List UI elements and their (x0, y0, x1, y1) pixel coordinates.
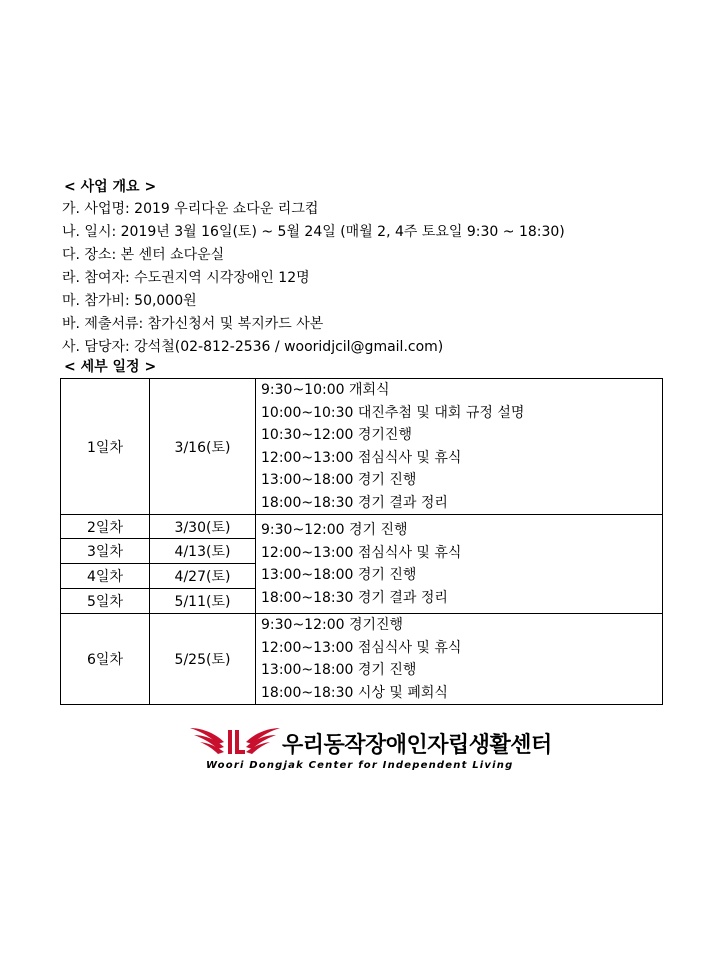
day-cell: 3일차 (61, 539, 150, 564)
right-wing (246, 728, 280, 754)
date-cell: 4/27(토) (150, 564, 256, 589)
schedule-item: 18:00~18:30 시상 및 폐회식 (261, 684, 448, 701)
schedule-item: 9:30~12:00 경기 진행 (261, 522, 408, 538)
overview-line-participants: 라. 참여자: 수도권지역 시각장애인 12명 (62, 270, 310, 286)
overview-line-place: 다. 장소: 본 센터 쇼다운실 (62, 247, 225, 263)
schedule-item: 12:00~13:00 점심식사 및 휴식 (261, 639, 462, 656)
schedule-item: 13:00~18:00 경기 진행 (261, 567, 417, 583)
logo-name: 우리동작장애인자립생활센터 (282, 733, 552, 758)
schedule-item: 12:00~13:00 점심식사 및 휴식 (261, 449, 462, 466)
overview-line-name: 가. 사업명: 2019 우리다운 쇼다운 리그컵 (62, 201, 319, 217)
date-cell: 3/30(토) (150, 515, 256, 539)
day-cell: 2일차 (61, 515, 150, 539)
schedule-items-cell (256, 379, 663, 515)
schedule-item: 18:00~18:30 경기 결과 정리 (261, 494, 448, 511)
schedule-item: 10:00~10:30 대진추첨 및 대회 규정 설명 (261, 404, 525, 421)
wing-emblem-icon (190, 722, 280, 758)
overview-line-contact: 사. 담당자: 강석철(02-812-2536 / wooridjcil@gmail.com) (62, 339, 444, 355)
date-cell: 4/13(토) (150, 539, 256, 564)
schedule-item: 12:00~13:00 점심식사 및 휴식 (261, 544, 462, 561)
day-cell: 6일차 (61, 614, 150, 705)
schedule-heading: < 세부 일정 > (64, 359, 157, 375)
table-row (61, 379, 663, 515)
schedule-item: 13:00~18:00 경기 진행 (261, 662, 417, 678)
organization-logo (190, 720, 552, 776)
schedule-items-cell (256, 515, 663, 614)
overview-line-documents: 바. 제출서류: 참가신청서 및 복지카드 사본 (62, 316, 324, 332)
day-cell: 4일차 (61, 564, 150, 589)
day-cell: 5일차 (61, 589, 150, 614)
overview-heading: < 사업 개요 > (64, 179, 157, 195)
center-letters (228, 730, 245, 754)
schedule-item: 18:00~18:30 경기 결과 정리 (261, 589, 448, 606)
table-row (61, 614, 663, 705)
date-cell: 3/16(토) (150, 379, 256, 515)
table-row (61, 515, 663, 539)
schedule-table (60, 378, 663, 705)
overview-line-fee: 마. 참가비: 50,000원 (62, 293, 197, 309)
day-cell: 1일차 (61, 379, 150, 515)
schedule-item: 9:30~12:00 경기진행 (261, 617, 404, 633)
date-cell: 5/11(토) (150, 589, 256, 614)
schedule-item: 10:30~12:00 경기진행 (261, 427, 412, 443)
schedule-items-cell (256, 614, 663, 705)
left-wing (190, 728, 224, 754)
date-cell: 5/25(토) (150, 614, 256, 705)
overview-line-date: 나. 일시: 2019년 3월 16일(토) ~ 5월 24일 (매월 2, 4주 토요일 9:30 ~ 18:30) (62, 224, 565, 240)
logo-subtitle: Woori Dongjak Center for Independent Living (206, 760, 514, 771)
schedule-item: 13:00~18:00 경기 진행 (261, 472, 417, 488)
schedule-item: 9:30~10:00 개회식 (261, 382, 390, 398)
